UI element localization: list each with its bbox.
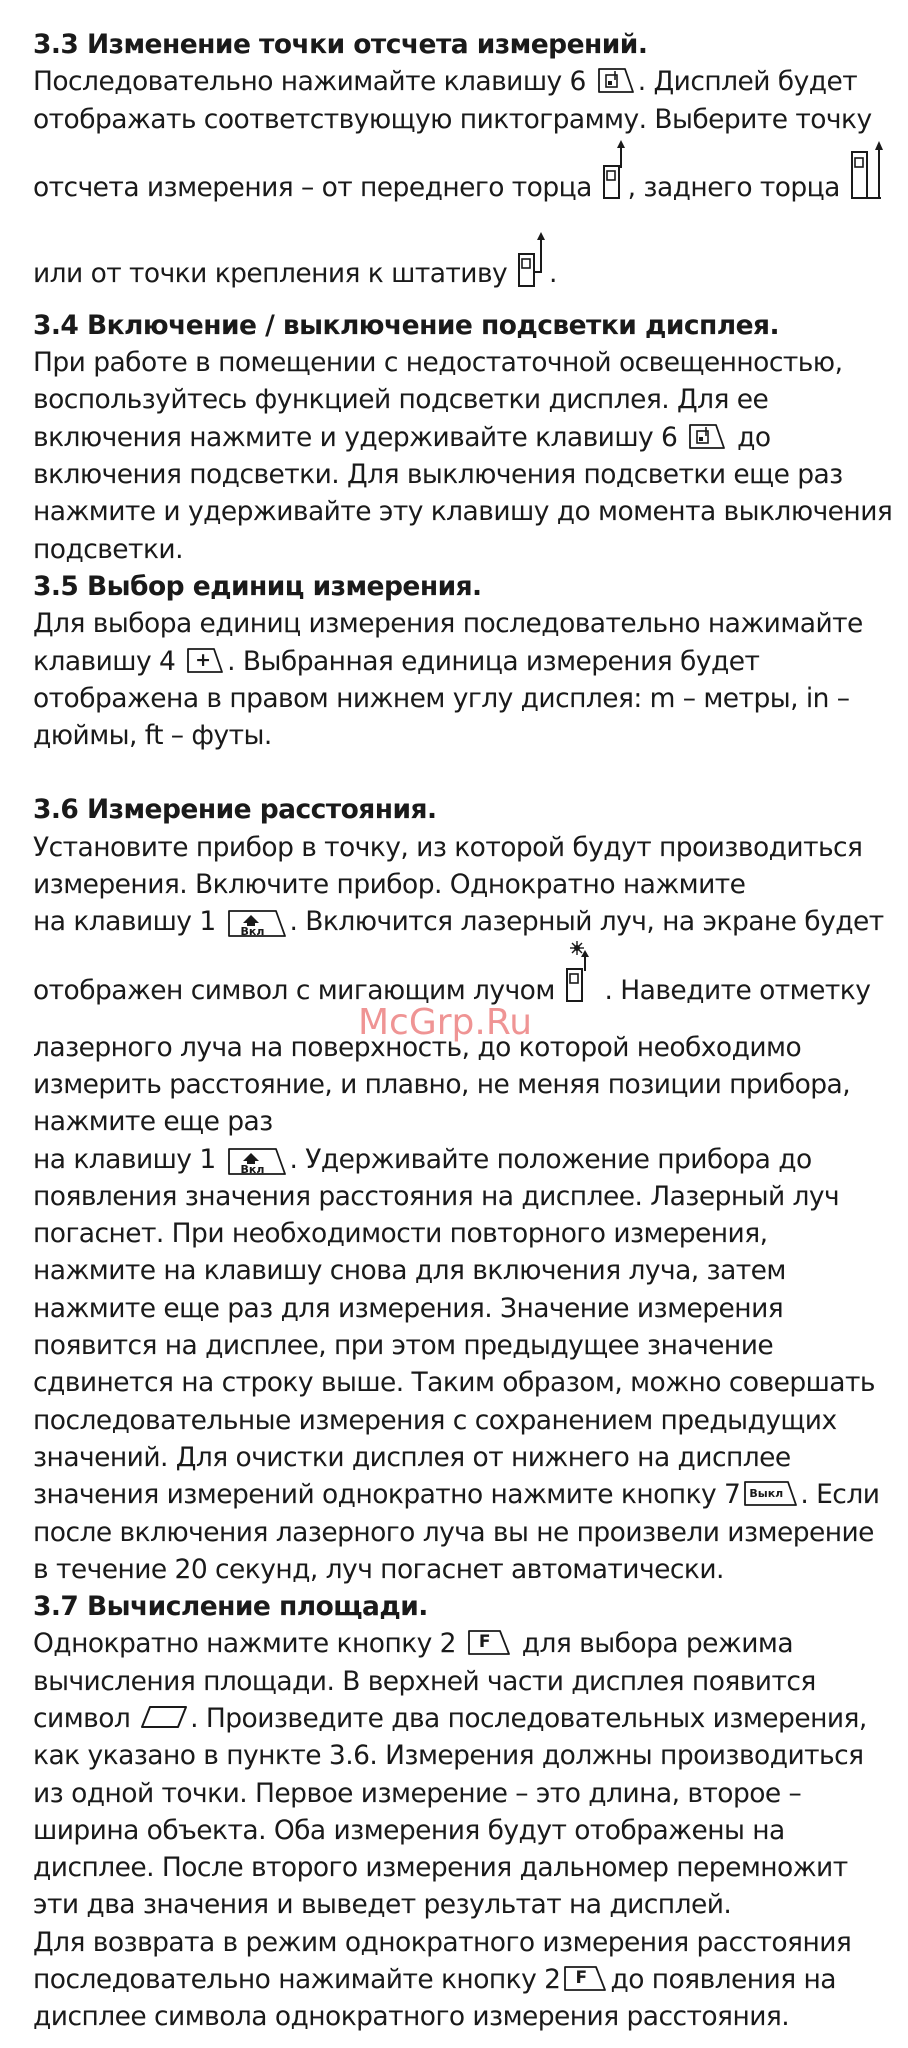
text-fragment: . (549, 257, 557, 289)
text-line: сдвинется на строку выше. Таким образом, можно совершать (33, 1367, 875, 1399)
text-line (33, 1700, 893, 1737)
text-line (33, 63, 893, 100)
section-3-7-heading: 3.7 Вычисление площади. (33, 1591, 428, 1623)
text-line: включения подсветки. Для выключения подсветки еще раз (33, 459, 843, 491)
text-fragment: последовательно нажимайте кнопку 2 (33, 1964, 561, 1996)
text-line: значений. Для очистки дисплея от нижнего на дисплее (33, 1441, 791, 1473)
text-fragment: отсчета измерения – от переднего торца (33, 171, 592, 203)
text-line (33, 1141, 893, 1178)
text-fragment: на клавишу 1 (33, 906, 216, 938)
text-fragment: Однократно нажмите кнопку 2 (33, 1628, 456, 1660)
text-line: нажмите еще раз (33, 1106, 273, 1138)
power-on-key-label: Вкл (240, 925, 265, 939)
text-line: измерения. Включите прибор. Однократно нажмите (33, 869, 746, 901)
function-key-label: F (575, 1968, 588, 1989)
section-3-3-heading: 3.3 Изменение точки отсчета измерений. (33, 29, 648, 60)
text-line (33, 138, 893, 226)
section-3-5-heading: 3.5 Выбор единиц измерения. (33, 570, 482, 602)
text-line: погаснет. При необходимости повторного измерения, (33, 1218, 768, 1250)
text-fragment: . Выбранная единица измерения будет (227, 645, 760, 677)
section-3-4-heading: 3.4 Включение / выключение подсветки дисплея. (33, 309, 780, 341)
text-line: после включения лазерного луча вы не произвели измерение (33, 1516, 874, 1548)
text-line: измерить расстояние, и плавно, не меняя позиции прибора, (33, 1068, 851, 1100)
text-line: отображать соответствующую пиктограмму. Выберите точку (33, 103, 872, 135)
text-fragment: . Если (800, 1479, 880, 1511)
text-line: Установите прибор в точку, из которой будут производиться (33, 831, 863, 863)
text-line: ширина объекта. Оба измерения будут отображены на (33, 1814, 785, 1846)
power-on-key-icon (226, 1147, 288, 1174)
area-mode-icon (140, 1705, 188, 1729)
blank-line (33, 754, 893, 791)
text-fragment: на клавишу 1 (33, 1143, 216, 1175)
text-fragment: отображен символ с мигающим лучом (33, 974, 555, 1006)
power-off-key-label: Выкл (749, 1487, 784, 1501)
text-line: из одной точки. Первое измерение – это длина, второе – (33, 1777, 802, 1809)
text-line (33, 941, 893, 1029)
text-line: Для выбора единиц измерения последовательно нажимайте (33, 608, 863, 640)
text-fragment: . Дисплей будет (637, 66, 858, 98)
power-on-key-label: Вкл (240, 1162, 265, 1176)
text-line: Для возврата в режим однократного измерения расстояния (33, 1926, 852, 1958)
text-line: дюймы, ft – футы. (33, 720, 272, 752)
text-fragment: символ (33, 1702, 131, 1734)
function-key-icon (562, 1965, 608, 1992)
text-line (33, 419, 893, 456)
text-fragment: . Произведите два последовательных измерения, (190, 1702, 867, 1734)
text-line (33, 903, 893, 940)
text-fragment: до появления на (610, 1964, 836, 1996)
blinking-beam-icon (565, 941, 595, 1005)
reference-key-icon (687, 423, 727, 450)
text-line: последовательные измерения с сохранением предыдущих (33, 1404, 837, 1436)
text-fragment: включения нажмите и удерживайте клавишу 6 (33, 421, 678, 453)
text-line: подсветки. (33, 533, 183, 565)
text-fragment: значения измерений однократно нажмите кнопку 7 (33, 1479, 741, 1511)
section-3-6-heading: 3.6 Измерение расстояния. (33, 794, 437, 826)
reference-key-icon (596, 67, 636, 94)
text-line: воспользуйтесь функцией подсветки дисплея. Для ее (33, 384, 769, 416)
power-on-key-icon (226, 909, 288, 939)
plus-key-label: + (195, 648, 212, 671)
text-line: появится на дисплее, при этом предыдущее значение (33, 1330, 774, 1362)
text-line: нажмите и удерживайте эту клавишу до момента выключения (33, 496, 893, 528)
tripod-reference-icon (517, 230, 547, 288)
text-fragment: . Включится лазерный луч, на экране будет (289, 906, 884, 938)
text-line: отображена в правом нижнем углу дисплея: m – метры, in – (33, 682, 850, 714)
power-off-key-icon (742, 1480, 798, 1507)
text-fragment: клавишу 4 (33, 645, 176, 677)
text-line: появления значения расстояния на дисплее. Лазерный луч (33, 1180, 840, 1212)
text-line (33, 1625, 893, 1662)
front-edge-reference-icon (602, 138, 626, 202)
text-fragment: . Наведите отметку (604, 974, 871, 1006)
text-line (33, 230, 893, 307)
text-fragment: для выбора режима (521, 1628, 794, 1660)
text-fragment: или от точки крепления к штативу (33, 257, 508, 289)
text-line (33, 1476, 893, 1513)
plus-key-icon (185, 647, 225, 674)
text-line: нажмите еще раз для измерения. Значение измерения (33, 1292, 784, 1324)
text-line: нажмите на клавишу снова для включения луча, затем (33, 1255, 786, 1287)
text-line: лазерного луча на поверхность, до которой необходимо (33, 1031, 802, 1063)
text-fragment: , заднего торца (627, 171, 840, 203)
manual-page (33, 26, 893, 2036)
text-line: вычисления площади. В верхней части дисплея появится (33, 1665, 816, 1697)
text-line: в течение 20 секунд, луч погаснет автоматически. (33, 1553, 724, 1585)
text-line: эти два значения и выведет результат на дисплей. (33, 1889, 732, 1921)
function-key-icon (466, 1629, 512, 1656)
text-fragment: Последовательно нажимайте клавишу 6 (33, 66, 586, 98)
text-line: дисплее символа однократного измерения расстояния. (33, 2001, 790, 2033)
text-line: При работе в помещении с недостаточной освещенностью, (33, 347, 843, 379)
function-key-label: F (478, 1632, 491, 1653)
text-line (33, 1961, 893, 1998)
text-fragment: до (737, 421, 771, 453)
text-line: дисплее. После второго измерения дальномер перемножит (33, 1852, 848, 1884)
rear-edge-reference-icon (850, 138, 884, 202)
text-line (33, 643, 893, 680)
watermark-text: McGrp.Ru (358, 1002, 533, 1043)
text-fragment: . Удерживайте положение прибора до (289, 1143, 812, 1175)
text-line: как указано в пункте 3.6. Измерения должны производиться (33, 1740, 864, 1772)
